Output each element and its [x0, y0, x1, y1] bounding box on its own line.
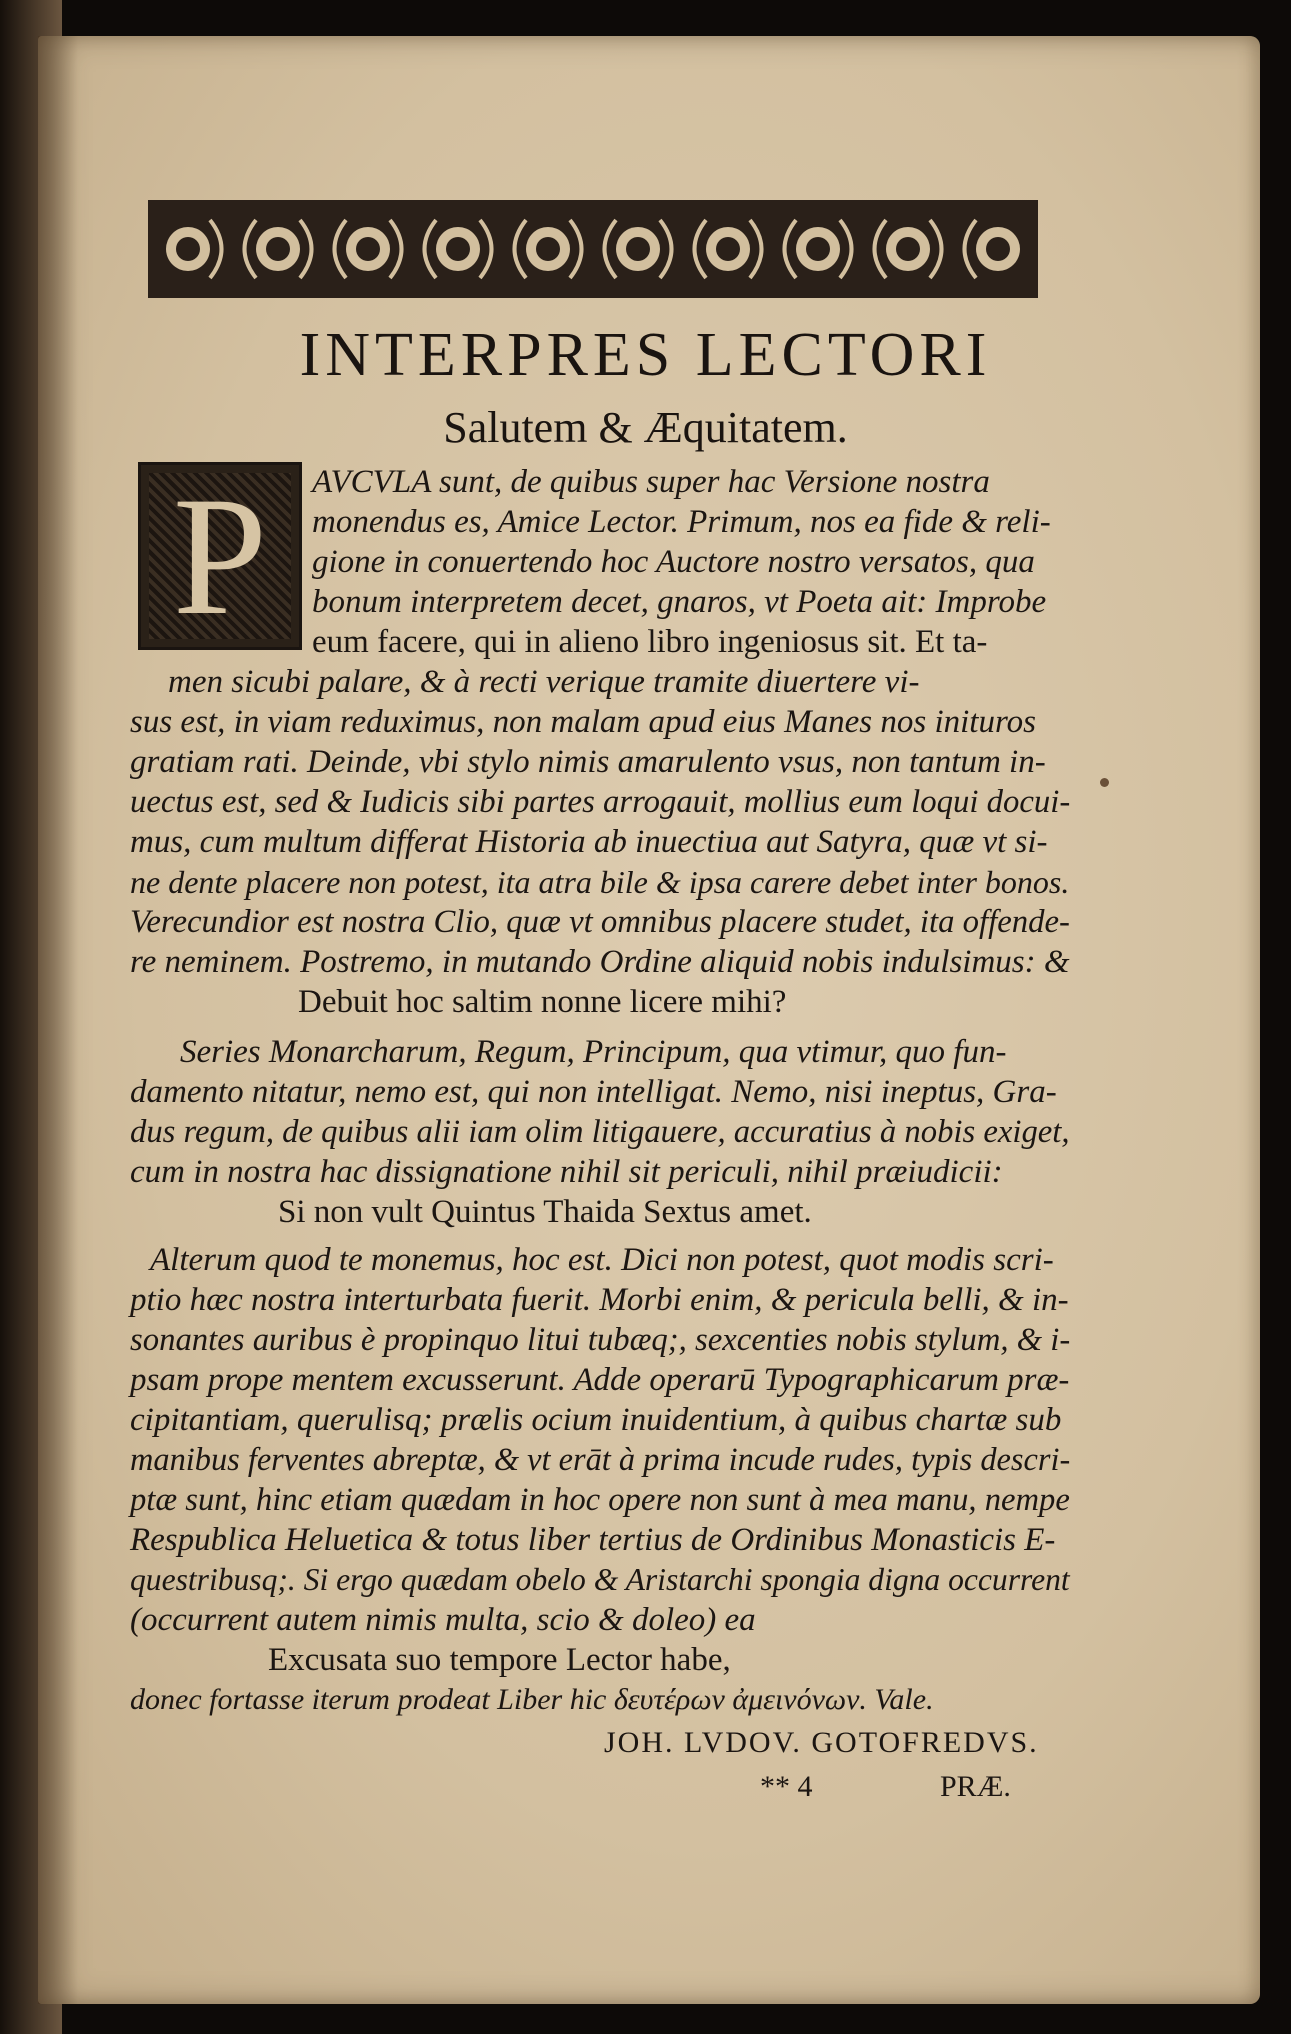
text-line: AVCVLA sunt, de quibus super hac Versione nostra: [312, 464, 990, 500]
text-line: Respublica Heluetica & totus liber tertius de Ordinibus Monasticis E-: [130, 1522, 1056, 1558]
page-subtitle: Salutem & Æquitatem.: [443, 403, 848, 452]
text-line: dus regum, de quibus alii iam olim litigauere, accuratius à nobis exiget,: [130, 1114, 1070, 1150]
initial-letter: P: [172, 462, 268, 650]
text-line: monendus es, Amice Lector. Primum, nos ea fide & reli-: [312, 504, 1051, 540]
text-line: mus, cum multum differat Historia ab inuectiua aut Satyra, quæ vt si-: [130, 824, 1048, 860]
text-line: questribusq;. Si ergo quædam obelo & Aristarchi spongia digna occurrent: [130, 1562, 1070, 1597]
text-line: Series Monarcharum, Regum, Principum, qua vtimur, quo fun-: [180, 1034, 1007, 1070]
text-line: damento nitatur, nemo est, qui non intelligat. Nemo, nisi ineptus, Gra-: [130, 1074, 1057, 1110]
text-line: manibus ferventes abreptæ, & vt erāt à prima incude rudes, typis descri-: [130, 1442, 1071, 1478]
text-line: ne dente placere non potest, ita atra bile & ipsa carere debet inter bonos.: [130, 864, 1070, 900]
text-line: bonum interpretem decet, gnaros, vt Poeta ait: Improbe: [312, 584, 1047, 620]
ink-spot: [1100, 778, 1109, 787]
signature-mark: ** 4: [760, 1770, 813, 1803]
text-line: Alterum quod te monemus, hoc est. Dici non potest, quot modis scri-: [150, 1242, 1054, 1278]
text-line: eum facere, qui in alieno libro ingeniosus sit. Et ta-: [312, 624, 988, 660]
page-title: INTERPRES LECTORI: [299, 321, 992, 389]
signature: JOH. LVDOV. GOTOFREDVS.: [604, 1726, 1039, 1759]
text-line: uectus est, sed & Iudicis sibi partes arrogauit, mollius eum loqui docui-: [130, 784, 1071, 820]
text-line: psam prope mentem excusserunt. Adde operarū Typographicarum præ-: [130, 1362, 1070, 1398]
text-line: Verecundior est nostra Clio, quæ vt omnibus placere studet, ita offende-: [130, 904, 1070, 940]
text-line: re neminem. Postremo, in mutando Ordine aliquid nobis indulsimus: &: [130, 944, 1070, 980]
text-line: sus est, in viam reduximus, non malam apud eius Manes nos inituros: [130, 704, 1036, 740]
text-line: cum in nostra hac dissignatione nihil sit periculi, nihil præiudicii:: [130, 1154, 1003, 1190]
text-line: ptio hæc nostra interturbata fuerit. Morbi enim, & pericula belli, & in-: [130, 1282, 1069, 1318]
verse-line: Si non vult Quintus Thaida Sextus amet.: [278, 1194, 812, 1230]
catchword: PRÆ.: [940, 1770, 1011, 1803]
text-line: cipitantiam, querulisq; prælis ocium inuidentium, à quibus chartæ sub: [130, 1402, 1062, 1438]
text-line: (occurrent autem nimis multa, scio & doleo) ea: [130, 1602, 756, 1638]
text-line: gratiam rati. Deinde, vbi stylo nimis amarulento vsus, non tantum in-: [130, 744, 1046, 780]
verse-line: Debuit hoc saltim nonne licere mihi?: [298, 984, 787, 1020]
text-line: sonantes auribus è propinquo litui tubæq;, sexcenties nobis stylum, & i-: [130, 1322, 1071, 1358]
text-line: donec fortasse iterum prodeat Liber hic δευτέρων ἀμεινόνων. Vale.: [130, 1683, 934, 1716]
text-line: gione in conuertendo hoc Auctore nostro versatos, qua: [312, 544, 1035, 580]
verse-line: Excusata suo tempore Lector habe,: [268, 1642, 731, 1678]
text-line: ptæ sunt, hinc etiam quædam in hoc opere non sunt à mea manu, nempe: [130, 1482, 1070, 1518]
text-line: men sicubi palare, & à recti verique tramite diuertere vi-: [168, 664, 920, 700]
